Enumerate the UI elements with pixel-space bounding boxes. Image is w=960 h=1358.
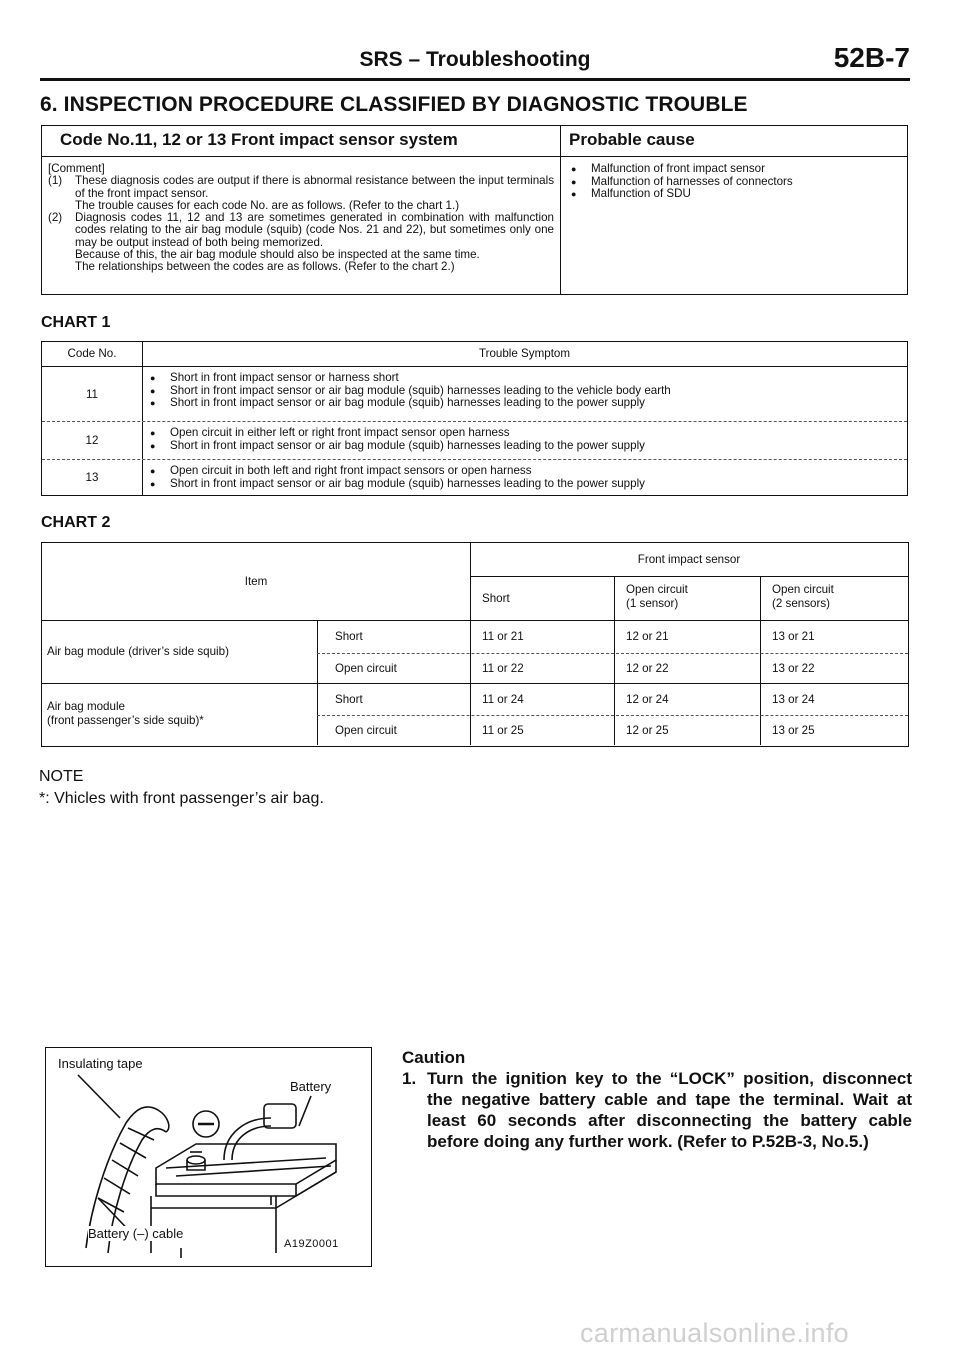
sensor-header: Front impact sensor [637, 553, 741, 566]
bullet-icon: ● [150, 373, 156, 383]
symptom-cell: ● Open circuit in either left or right front impact sensor open harness ● Short in front impact sensor or air bag module (squib) harnesses leading to the power supply [150, 426, 645, 452]
code-heading: Code No.11, 12 or 13 Front impact sensor system [42, 126, 561, 157]
short-column-header: Short [482, 591, 510, 605]
comment-number: (1) [48, 174, 63, 188]
driver-squib-label: Air bag module (driver’s side squib) [47, 645, 229, 658]
page-header [40, 42, 910, 81]
chart2-label: CHART 2 [41, 514, 111, 531]
comment-line: Diagnosis codes 11, 12 and 13 are sometimes generated in combination with malfunction codes relating to the air bag module (squib) (code Nos. 21 and 22), but sometimes only one may be output instead of both being memorized. [75, 211, 554, 249]
symptom-column-header: Trouble Symptom [478, 347, 571, 360]
code-cell: 13 or 24 [772, 692, 815, 706]
comment-number: (2) [48, 211, 63, 225]
code-cell: 12 or 25 [626, 723, 669, 737]
code-cell: 12 or 24 [626, 692, 669, 706]
chart1-label: CHART 1 [41, 314, 111, 331]
section-title: 6. INSPECTION PROCEDURE CLASSIFIED BY DIAGNOSTIC TROUBLE [40, 93, 748, 116]
sub-item-cell: Short [335, 692, 363, 706]
code-cell: 11 [42, 367, 143, 421]
open2-column-header: Open circuit (2 sensors) [772, 583, 834, 610]
bullet-icon: ● [150, 385, 156, 396]
table-header [42, 342, 907, 367]
header-title: SRS – Troubleshooting [359, 48, 591, 71]
table-row [42, 460, 907, 495]
note-text: *: Vhicles with front passenger’s air bag. [39, 790, 324, 807]
bullet-icon: ● [150, 398, 156, 409]
probable-cause-list [561, 157, 907, 294]
code-cell: 13 [42, 460, 143, 495]
cause-item: ● Malfunction of SDU [571, 187, 691, 201]
bullet-icon: ● [571, 176, 577, 187]
bullet-icon: ● [150, 428, 156, 438]
cause-item: ● Malfunction of front impact sensor [571, 162, 765, 175]
code-cell: 13 or 22 [772, 661, 815, 675]
passenger-squib-label: Air bag module (front passenger’s side squib)* [47, 700, 204, 727]
table-row [42, 367, 907, 422]
comment-item [48, 212, 554, 273]
battery-cable-label: Battery (–) cable [88, 1226, 184, 1241]
caution-item [402, 1068, 912, 1152]
comment-line: Because of this, the air bag module should also be inspected at the same time. [75, 248, 480, 262]
comment-line: These diagnosis codes are output if there is abnormal resistance between the input terminals of the front impact sensor. [75, 174, 554, 200]
bullet-icon: ● [150, 478, 156, 489]
code-cell: 13 or 21 [772, 630, 815, 643]
code-info-box [41, 125, 908, 295]
sub-item-cell: Open circuit [335, 661, 397, 675]
code-cell: 12 or 22 [626, 661, 669, 675]
caution-block [402, 1047, 912, 1152]
bullet-icon: ● [150, 466, 156, 476]
caution-text: Turn the ignition key to the “LOCK” position, disconnect the negative battery cable and tape the terminal. Wait at least 60 seconds after disconnecting the battery cable before doing any further work. (Refer to P.52B-3, No.5.) [427, 1069, 912, 1151]
bullet-icon: ● [150, 440, 156, 451]
table-row [42, 422, 907, 460]
code-column-header: Code No. [42, 342, 143, 366]
watermark-footer: carmanualsonline.info [580, 1318, 849, 1348]
symptom-cell: ● Open circuit in both left and right front impact sensors or open harness ● Short in front impact sensor or air bag module (squib) harnesses leading to the power supply [150, 464, 645, 490]
open1-column-header: Open circuit (1 sensor) [626, 583, 688, 610]
comment-section [42, 157, 561, 294]
probable-cause-heading: Probable cause [561, 126, 907, 157]
note-label: NOTE [39, 768, 84, 785]
comment-label: [Comment] [48, 162, 105, 175]
comment-line: The relationships between the codes are as follows. (Refer to the chart 2.) [75, 260, 455, 274]
chart1-table [41, 341, 908, 496]
battery-illustration [45, 1047, 372, 1267]
sub-item-cell: Short [335, 630, 363, 643]
code-cell: 11 or 21 [482, 630, 524, 643]
code-cell: 11 or 25 [482, 723, 524, 737]
code-cell: 11 or 24 [482, 692, 524, 706]
symptom-cell: ● Short in front impact sensor or harness short ● Short in front impact sensor or air bag module (squib) harnesses leading to the vehicle body earth ● Short in front impact sensor or air bag module (squib) harnesses leading to the power supply [150, 371, 671, 410]
page-number: 52B-7 [833, 42, 910, 73]
code-cell: 11 or 22 [482, 661, 524, 675]
sub-item-cell: Open circuit [335, 723, 397, 737]
chart2-table [41, 542, 909, 747]
bullet-icon: ● [571, 164, 577, 174]
caution-number: 1. [402, 1069, 417, 1088]
figure-code: A19Z0001 [284, 1238, 339, 1250]
code-cell: 12 [42, 422, 143, 459]
bullet-icon: ● [571, 189, 577, 200]
caution-label: Caution [402, 1048, 466, 1067]
insulating-tape-label: Insulating tape [58, 1056, 143, 1071]
battery-label: Battery [290, 1079, 332, 1094]
code-cell: 13 or 25 [772, 723, 815, 737]
code-cell: 12 or 21 [626, 630, 669, 643]
comment-item [48, 175, 554, 212]
cause-item: ● Malfunction of harnesses of connectors [571, 174, 793, 188]
comment-line: The trouble causes for each code No. are as follows. (Refer to the chart 1.) [75, 198, 460, 212]
item-header: Item [244, 575, 268, 588]
